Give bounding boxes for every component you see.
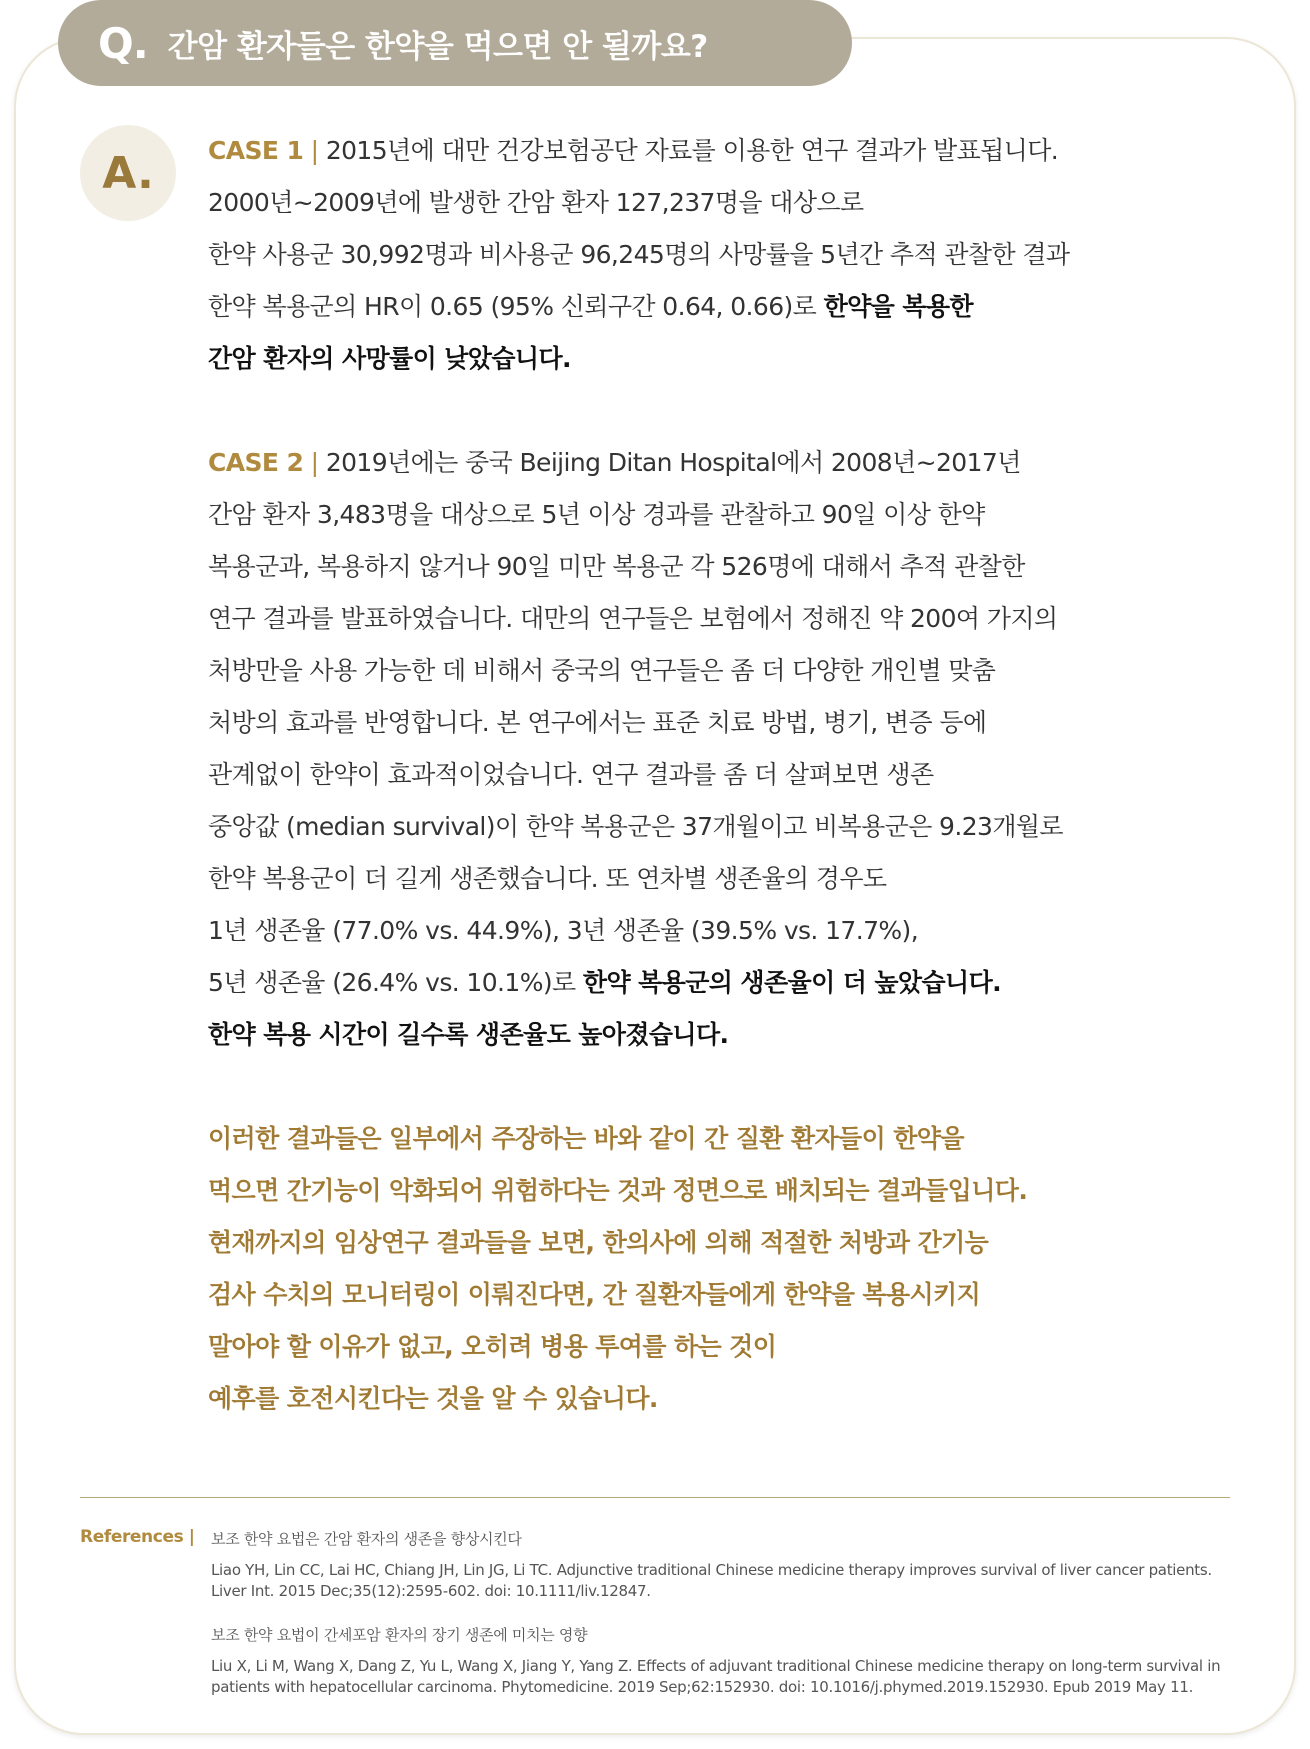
case1-label: CASE 1 (208, 136, 304, 165)
reference-citation: Liao YH, Lin CC, Lai HC, Chiang JH, Lin JG, Li TC. Adjunctive traditional Chinese medicine therapy improves survival of liver cancer patients. Liver Int. 2015 Dec;35(12):2595-602. doi: 10.1111/liv.12847. (211, 1561, 1212, 1600)
case1-line-3: 한약 사용군 30,992명과 비사용군 96,245명의 사망률을 5년간 추적 관찰한 결과 (208, 240, 1070, 269)
reference-citation: Liu X, Li M, Wang X, Dang Z, Yu L, Wang X, Jiang Y, Yang Z. Effects of adjuvant traditional Chinese medicine therapy on long-term survival in patients with hepatocellular carcinoma. Phytomedicine. 2019 Sep;62:152930. doi: 10.1016/j.phymed.2019.152930. Epub 2019 May 11. (211, 1657, 1221, 1696)
case2-line: 1년 생존율 (77.0% vs. 44.9%), 3년 생존율 (39.5% vs. 17.7%), (208, 916, 919, 945)
conclusion-line: 예후를 호전시킨다는 것을 알 수 있습니다. (208, 1384, 658, 1413)
conclusion-line: 검사 수치의 모니터링이 이뤄진다면, 간 질환자들에게 한약을 복용시키지 (208, 1280, 981, 1309)
conclusion-line: 현재까지의 임상연구 결과들을 보면, 한의사에 의해 적절한 처방과 간기능 (208, 1228, 989, 1257)
case2-highlight: 한약 복용 시간이 길수록 생존율도 높아졌습니다. (208, 1020, 729, 1049)
question-header (58, 0, 852, 86)
case2-line: 처방만을 사용 가능한 데 비해서 중국의 연구들은 좀 더 다양한 개인별 맞춤 (208, 656, 996, 685)
conclusion-line: 먹으면 간기능이 악화되어 위험하다는 것과 정면으로 배치되는 결과들입니다. (208, 1176, 1028, 1205)
case1-highlight: 한약을 복용한 (823, 292, 973, 321)
case2-highlight: 한약 복용군의 생존율이 더 높았습니다. (582, 968, 1002, 997)
case2-line: 중앙값 (median survival)이 한약 복용군은 37개월이고 비복용군은 9.23개월로 (208, 812, 1063, 841)
case2-line-1 (208, 437, 1208, 489)
reference-title: 보조 한약 요법은 간암 환자의 생존을 향상시킨다 (211, 1530, 522, 1548)
conclusion-line: 말아야 할 이유가 없고, 오히려 병용 투여를 하는 것이 (208, 1332, 777, 1361)
case2-line: 복용군과, 복용하지 않거나 90일 미만 복용군 각 526명에 대해서 추적 관찰한 (208, 552, 1025, 581)
case2-label: CASE 2 (208, 448, 304, 477)
case1-line-2: 2000년~2009년에 발생한 간암 환자 127,237명을 대상으로 (208, 188, 864, 217)
case1-line-1 (208, 125, 1208, 177)
reference-title: 보조 한약 요법이 간세포암 환자의 장기 생존에 미치는 영향 (211, 1626, 588, 1644)
case2-separator: | (310, 448, 319, 477)
case2-text: 2019년에는 중국 Beijing Ditan Hospital에서 2008년~2017년 (318, 448, 1021, 477)
case2-line: 관계없이 한약이 효과적이었습니다. 연구 결과를 좀 더 살펴보면 생존 (208, 760, 934, 789)
references-divider (80, 1497, 1230, 1498)
answer-badge: A. (80, 125, 176, 221)
case1-separator: | (310, 136, 319, 165)
conclusion-line: 이러한 결과들은 일부에서 주장하는 바와 같이 간 질환 환자들이 한약을 (208, 1124, 964, 1153)
case2-line: 간암 환자 3,483명을 대상으로 5년 이상 경과를 관찰하고 90일 이상 한약 (208, 500, 985, 529)
case2-line: 연구 결과를 발표하였습니다. 대만의 연구들은 보험에서 정해진 약 200여 가지의 (208, 604, 1058, 633)
references-list (211, 1527, 1251, 1719)
question-text: 간암 환자들은 한약을 먹으면 안 될까요? (167, 28, 708, 65)
references-label: References | (80, 1527, 195, 1547)
question-mark: Q. (98, 18, 148, 68)
answer-body (208, 125, 1208, 1425)
case1-text: 2015년에 대만 건강보험공단 자료를 이용한 연구 결과가 발표됩니다. (318, 136, 1059, 165)
case1-text: 한약 복용군의 HR이 0.65 (95% 신뢰구간 0.64, 0.66)로 (208, 292, 824, 321)
case1-highlight: 간암 환자의 사망률이 낮았습니다. (208, 344, 571, 373)
case1-line-4 (208, 281, 1208, 333)
case2-line: 한약 복용군이 더 길게 생존했습니다. 또 연차별 생존율의 경우도 (208, 864, 887, 893)
case2-line (208, 957, 1208, 1009)
case2-text: 5년 생존율 (26.4% vs. 10.1%)로 (208, 968, 583, 997)
case2-line: 처방의 효과를 반영합니다. 본 연구에서는 표준 치료 방법, 병기, 변증 등에 (208, 708, 987, 737)
